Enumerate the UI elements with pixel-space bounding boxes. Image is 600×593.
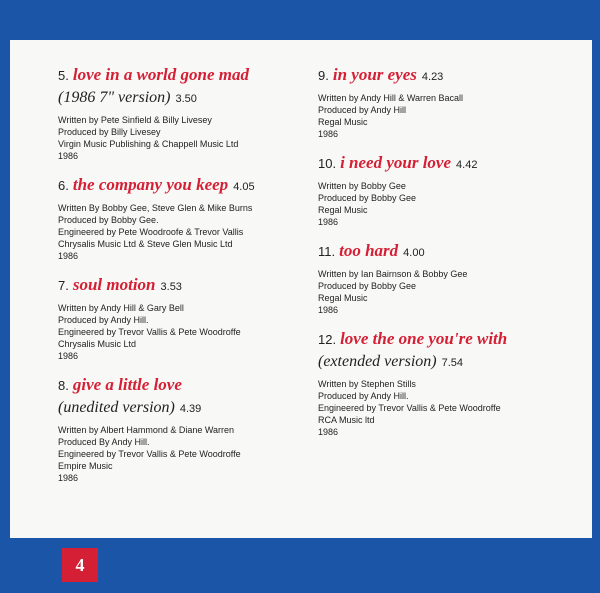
track-credits [318, 268, 568, 316]
credit-line: Engineered by Pete Woodroofe & Trevor Vallis [58, 227, 244, 237]
credit-line: Written by Bobby Gee [318, 181, 406, 191]
credit-line: Engineered by Trevor Vallis & Pete Woodroffe [318, 403, 501, 413]
track-title-line [318, 64, 568, 88]
track-title-line [318, 328, 568, 351]
left-blue-band [0, 0, 10, 593]
right-blue-band [592, 0, 600, 593]
track-column-right [318, 64, 568, 450]
credit-line: 1986 [58, 473, 79, 483]
track-title-line [58, 274, 293, 298]
track-subtitle-line [318, 351, 568, 374]
credit-line: Virgin Music Publishing & Chappell Music Ltd [58, 139, 239, 149]
credit-line: Regal Music [318, 117, 368, 127]
credit-line: Produced by Andy Hill. [58, 315, 149, 325]
credit-line: Written by Stephen Stills [318, 379, 416, 389]
track-duration: 4.23 [421, 71, 444, 83]
credit-line: Produced by Bobby Gee [318, 281, 417, 291]
track-subtitle: (unedited version) [58, 399, 175, 416]
track-entry [58, 274, 293, 362]
track-subtitle: (1986 7" version) [58, 89, 171, 106]
track-entry [58, 64, 293, 162]
track-title: love in a world gone mad [72, 65, 249, 84]
track-title: in your eyes [332, 65, 417, 84]
credit-line: Produced by Billy Livesey [58, 127, 161, 137]
credit-line: 1986 [58, 351, 79, 361]
credit-line: Written by Albert Hammond & Diane Warren [58, 425, 235, 435]
track-number: 12. [318, 332, 337, 347]
track-duration: 3.53 [160, 281, 182, 293]
credit-line: 1986 [58, 151, 79, 161]
track-entry [318, 152, 568, 228]
credit-line: Chrysalis Music Ltd & Steve Glen Music Ltd [58, 239, 233, 249]
track-column-left [58, 64, 293, 496]
credit-line: Engineered by Trevor Vallis & Pete Woodroffe [58, 327, 241, 337]
track-title-line [318, 240, 568, 264]
credit-line: Produced by Bobby Gee. [58, 215, 159, 225]
track-title-line [58, 64, 293, 87]
track-title-line [58, 374, 293, 397]
track-number: 6. [58, 178, 69, 193]
track-credits [58, 302, 293, 362]
credit-line: 1986 [318, 305, 339, 315]
credit-line: Produced by Bobby Gee [318, 193, 417, 203]
track-title: i need your love [340, 153, 452, 172]
track-duration: 4.05 [233, 181, 255, 193]
track-title: give a little love [72, 375, 182, 394]
track-credits [58, 114, 293, 162]
track-title-line [318, 152, 568, 176]
track-number: 7. [58, 278, 69, 293]
track-entry [318, 328, 568, 438]
credit-line: Produced by Andy Hill [318, 105, 407, 115]
track-title: too hard [339, 241, 399, 260]
credit-line: Written by Andy Hill & Gary Bell [58, 303, 184, 313]
track-credits [318, 180, 568, 228]
top-blue-band [0, 0, 600, 40]
track-entry [318, 64, 568, 140]
track-duration: 4.39 [179, 403, 202, 415]
credit-line: Engineered by Trevor Vallis & Pete Woodroffe [58, 449, 241, 459]
track-duration: 4.00 [403, 247, 425, 259]
track-number: 11. [318, 244, 336, 259]
track-number: 8. [58, 378, 69, 393]
credit-line: Produced By Andy Hill. [58, 437, 150, 447]
page-number-badge: 4 [62, 548, 98, 582]
track-subtitle: (extended version) [318, 353, 437, 370]
track-number: 9. [318, 68, 329, 83]
credit-line: Regal Music [318, 293, 368, 303]
track-title: love the one you're with [340, 329, 508, 348]
track-number: 10. [318, 156, 337, 171]
credit-line: Regal Music [318, 205, 368, 215]
credit-line: Produced by Andy Hill. [318, 391, 409, 401]
track-duration: 4.42 [456, 159, 478, 171]
track-entry [318, 240, 568, 316]
credit-line: Written by Andy Hill & Warren Bacall [318, 93, 464, 103]
track-duration: 7.54 [441, 357, 464, 369]
credit-line: RCA Music ltd [318, 415, 375, 425]
track-entry [58, 374, 293, 484]
credit-line: 1986 [58, 251, 79, 261]
track-number: 5. [58, 68, 69, 83]
track-title: soul motion [72, 275, 156, 294]
credit-line: Written by Ian Bairnson & Bobby Gee [318, 269, 468, 279]
track-credits [318, 378, 568, 438]
track-credits [58, 202, 293, 262]
track-credits [318, 92, 568, 140]
track-title: the company you keep [72, 175, 229, 194]
track-subtitle-line [58, 397, 293, 420]
credit-line: 1986 [318, 217, 339, 227]
track-entry [58, 174, 293, 262]
credit-line: 1986 [318, 427, 339, 437]
credit-line: Empire Music [58, 461, 113, 471]
credit-line: 1986 [318, 129, 339, 139]
credit-line: Chrysalis Music Ltd [58, 339, 137, 349]
track-credits [58, 424, 293, 484]
track-title-line [58, 174, 293, 198]
credit-line: Written by Pete Sinfield & Billy Livesey [58, 115, 212, 125]
credit-line: Written By Bobby Gee, Steve Glen & Mike Burns [58, 203, 253, 213]
track-duration: 3.50 [175, 93, 197, 105]
track-subtitle-line [58, 87, 293, 110]
